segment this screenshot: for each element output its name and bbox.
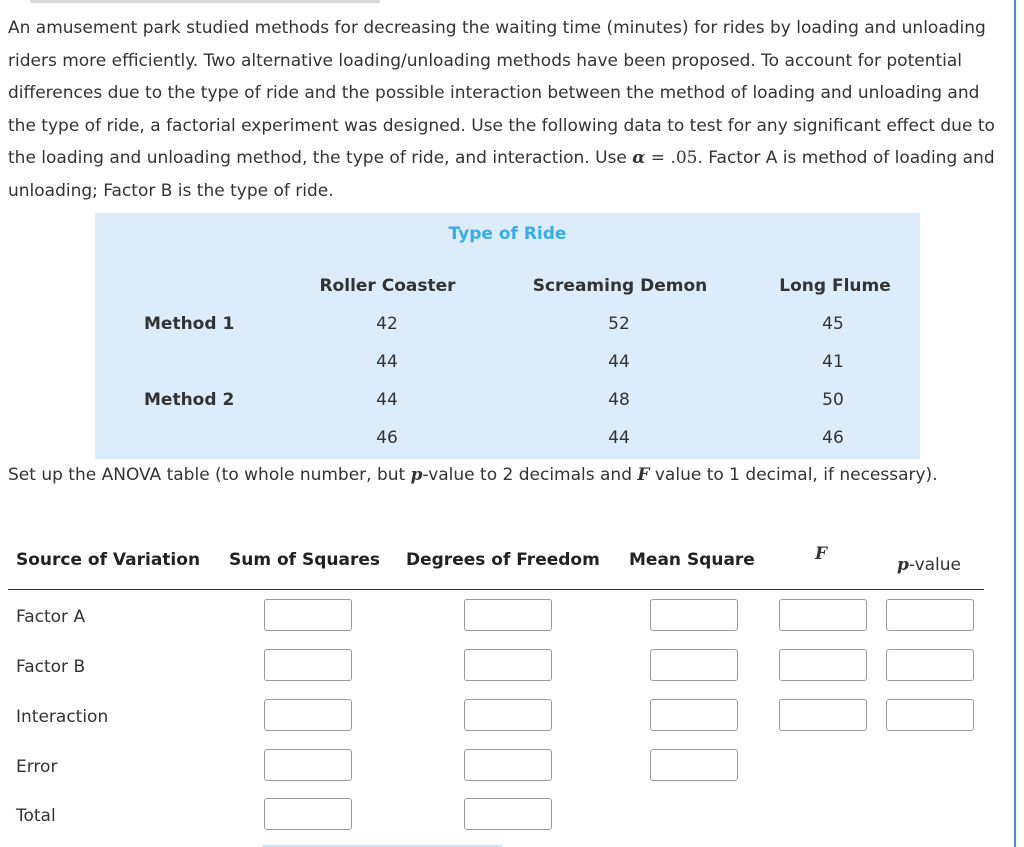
row-label-total: Total [16,806,56,826]
table-cell: 45 [822,314,844,334]
error-ss-input[interactable] [264,749,352,781]
table-cell: 48 [608,390,630,410]
setup-text-3: value to 1 decimal, if necessary). [649,465,938,485]
p-symbol: p [410,465,423,485]
interaction-p-input[interactable] [886,699,974,731]
header-p-value [897,555,961,575]
column-header-screaming-demon: Screaming Demon [532,276,708,296]
factor-a-ms-input[interactable] [650,599,738,631]
header-f: F [815,544,828,564]
setup-instructions [8,459,1008,492]
intro-text-1: An amusement park studied methods for decreasing the waiting time (minutes) for rides by loading and unloading riders more efficiently. Two alternative loading/unloading methods have been proposed. To account for potential differences due to the type of ride and the possible interaction between the method of loading and unloading and the type of ride, a factorial experiment was designed. Use the following data to test for any significant effect due to the loading and unloading method, the type of ride, and interaction. Use [8,18,995,168]
f-symbol: F [637,465,650,485]
table-cell: 42 [376,314,398,334]
error-df-input[interactable] [464,749,552,781]
factor-a-p-input[interactable] [886,599,974,631]
table-cell: 44 [608,352,630,372]
interaction-df-input[interactable] [464,699,552,731]
factor-b-ms-input[interactable] [650,649,738,681]
table-cell: 44 [376,352,398,372]
interaction-f-input[interactable] [779,699,867,731]
interaction-ms-input[interactable] [650,699,738,731]
header-divider [8,589,984,590]
right-border [1014,0,1016,847]
alpha-value: .05 [670,148,698,168]
intro-text-2: . Factor A is method of loading and unloading; Factor B is the type of ride. [8,148,995,201]
alpha-symbol: α [632,148,646,168]
factor-a-ss-input[interactable] [264,599,352,631]
row-label-interaction: Interaction [16,707,109,727]
factor-b-f-input[interactable] [779,649,867,681]
row-header-method-2: Method 2 [144,390,235,410]
row-header-method-1: Method 1 [144,314,235,334]
top-divider [30,0,380,3]
column-header-roller-coaster: Roller Coaster [319,276,456,296]
table-title: Type of Ride [448,224,567,244]
factor-a-df-input[interactable] [464,599,552,631]
setup-text-1: Set up the ANOVA table (to whole number, but [8,465,411,485]
table-cell: 50 [822,390,844,410]
header-sum-of-squares: Sum of Squares [229,550,380,570]
factor-a-f-input[interactable] [779,599,867,631]
row-label-factor-b: Factor B [16,657,86,677]
row-label-error: Error [16,757,58,777]
ride-data-table [95,213,920,459]
header-mean-square: Mean Square [629,550,755,570]
column-header-long-flume: Long Flume [779,276,891,296]
total-df-input[interactable] [464,798,552,830]
table-cell: 52 [608,314,630,334]
table-cell: 46 [376,428,398,448]
header-degrees-of-freedom: Degrees of Freedom [406,550,600,570]
factor-b-p-input[interactable] [886,649,974,681]
header-p-symbol: p [897,555,909,575]
header-source-of-variation: Source of Variation [16,550,201,570]
row-label-factor-a: Factor A [16,607,86,627]
setup-text-2: -value to 2 decimals and [422,465,638,485]
factor-b-ss-input[interactable] [264,649,352,681]
table-cell: 44 [608,428,630,448]
header-p-rest: -value [908,555,962,575]
table-cell: 41 [822,352,844,372]
error-ms-input[interactable] [650,749,738,781]
interaction-ss-input[interactable] [264,699,352,731]
problem-statement [8,12,1008,207]
factor-b-df-input[interactable] [464,649,552,681]
total-ss-input[interactable] [264,798,352,830]
table-cell: 44 [376,390,398,410]
table-cell: 46 [822,428,844,448]
alpha-equals: = [645,148,671,168]
